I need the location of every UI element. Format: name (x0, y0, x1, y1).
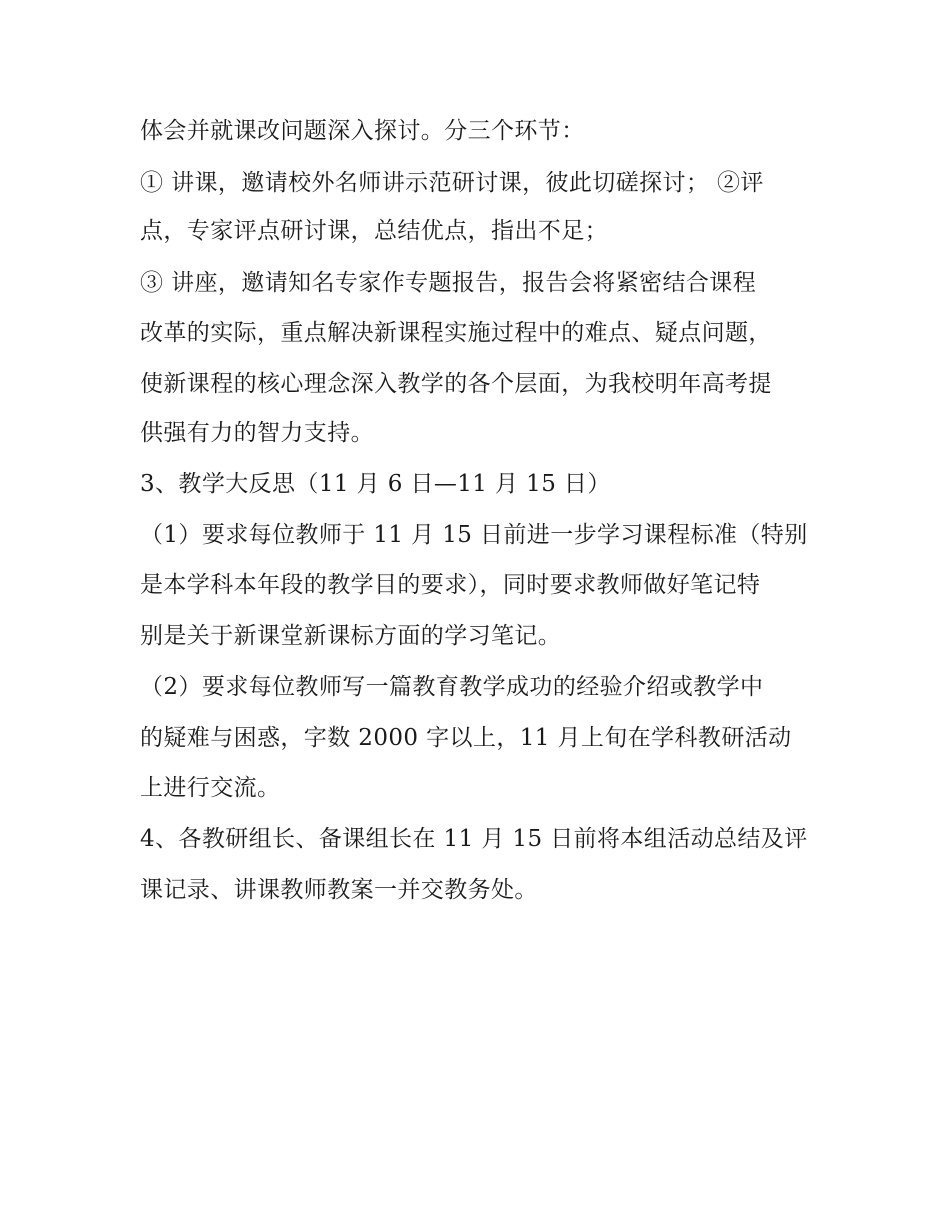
text-line: ③ 讲座，邀请知名专家作专题报告，报告会将紧密结合课程 (140, 270, 757, 296)
text-line: 供强有力的智力支持。 (140, 420, 374, 446)
text-line: 改革的实际，重点解决新课程实施过程中的难点、疑点问题， (140, 320, 772, 346)
text-line: 上进行交流。 (140, 775, 281, 801)
text-line: （2）要求每位教师写一篇教育教学成功的经验介绍或教学中 (140, 674, 764, 700)
text-line: （1）要求每位教师于 11 月 15 日前进一步学习课程标准（特别 (140, 522, 808, 548)
text-line: ① 讲课，邀请校外名师讲示范研讨课，彼此切磋探讨； ②评 (140, 170, 764, 196)
section-heading: 4、各教研组长、备课组长在 11 月 15 日前将本组活动总结及评 (140, 826, 808, 852)
text-line: 体会并就课改问题深入探讨。分三个环节： (140, 118, 585, 144)
text-line: 使新课程的核心理念深入教学的各个层面，为我校明年高考提 (140, 371, 772, 397)
text-line: 的疑难与困惑，字数 2000 字以上，11 月上旬在学科教研活动 (140, 725, 792, 751)
text-line: 别是关于新课堂新课标方面的学习笔记。 (140, 623, 562, 649)
text-line: 点，专家评点研讨课，总结优点，指出不足； (140, 218, 608, 244)
text-line: 课记录、讲课教师教案一并交教务处。 (140, 877, 538, 903)
text-line: 是本学科本年段的教学目的要求），同时要求教师做好笔记特 (140, 572, 761, 598)
section-heading: 3、教学大反思（11 月 6 日—11 月 15 日） (140, 471, 611, 497)
